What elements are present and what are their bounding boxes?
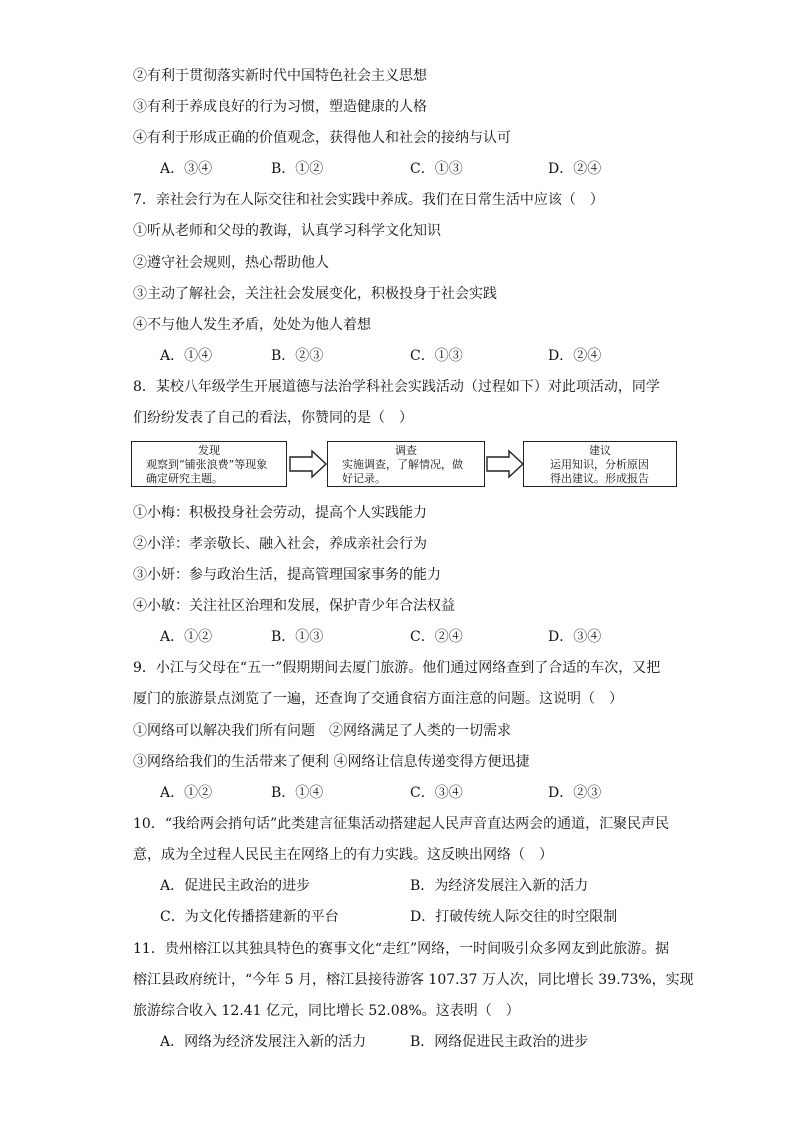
- flow-step-discover: [131, 441, 287, 487]
- flow-step-discover-line-1: 观察到“铺张浪费”等现象: [146, 458, 268, 471]
- q7-item-3: ③主动了解社会，关注社会发展变化，积极投身于社会实践: [133, 286, 497, 302]
- q7-option-d[interactable]: D．②④: [548, 348, 602, 364]
- q10-stem-line-2: 意，成为全过程人民民主在网络上的有力实践。这反映出网络（ ）: [133, 847, 553, 863]
- flow-step-investigate-title: 调查: [395, 444, 417, 457]
- q7-option-b[interactable]: B．②③: [271, 348, 324, 364]
- q11-option-b[interactable]: B．网络促进民主政治的进步: [410, 1034, 589, 1050]
- flow-step-suggest-title: 建议: [589, 444, 611, 457]
- q11-options: [160, 1032, 680, 1052]
- q11-option-a[interactable]: A．网络为经济发展注入新的活力: [160, 1034, 367, 1050]
- flow-step-investigate: [327, 441, 485, 487]
- q6-option-b[interactable]: B．①②: [271, 161, 324, 177]
- q9-items-1-2: ①网络可以解决我们所有问题 ②网络满足了人类的一切需求: [133, 723, 511, 739]
- q9-option-c[interactable]: C．③④: [410, 785, 463, 801]
- q8-stem-line-2: 们纷纷发表了自己的看法，你赞同的是（ ）: [133, 410, 413, 426]
- q9-option-d[interactable]: D．②③: [548, 785, 602, 801]
- q10-options-row-1: [160, 876, 680, 896]
- flow-arrow-right-icon: [485, 449, 525, 479]
- q8-item-1: ①小梅：积极投身社会劳动，提高个人实践能力: [133, 505, 427, 521]
- q8-option-a[interactable]: A．①②: [160, 629, 213, 645]
- q10-option-d[interactable]: D．打破传统人际交往的时空限制: [410, 909, 618, 925]
- q11-stem-line-1: 11．贵州榕江以其独具特色的赛事文化“走红”网络，一时间吸引众多网友到此旅游。据: [133, 941, 670, 957]
- q10-option-a[interactable]: A．促进民主政治的进步: [160, 878, 311, 894]
- q6-option-a[interactable]: A．③④: [160, 161, 213, 177]
- flow-step-investigate-line-2: 好记录。: [342, 472, 386, 485]
- q9-items-3-4: ③网络给我们的生活带来了便利 ④网络让信息传递变得方便迅捷: [133, 754, 530, 770]
- q7-option-a[interactable]: A．①④: [160, 348, 213, 364]
- flow-step-suggest-line-1: 运用知识，分析原因: [550, 458, 649, 471]
- q7-item-1: ①听从老师和父母的教诲，认真学习科学文化知识: [133, 223, 441, 239]
- q10-option-b[interactable]: B．为经济发展注入新的活力: [410, 878, 589, 894]
- q9-options: [160, 783, 680, 803]
- q9-option-b[interactable]: B．①④: [271, 785, 324, 801]
- q7-option-c[interactable]: C．①③: [410, 348, 463, 364]
- q10-option-c[interactable]: C．为文化传播搭建新的平台: [160, 909, 339, 925]
- q6-options: [160, 159, 680, 179]
- q11-stem-line-2: 榕江县政府统计，“今年 5 月，榕江县接待游客 107.37 万人次，同比增长 39.73%，实现: [133, 972, 694, 988]
- q8-item-4: ④小敏：关注社区治理和发展，保护青少年合法权益: [133, 598, 455, 614]
- flow-step-suggest: [523, 441, 677, 487]
- q8-item-2: ②小洋：孝亲敬长、融入社会，养成亲社会行为: [133, 536, 427, 552]
- q6-option-c[interactable]: C．①③: [410, 161, 463, 177]
- q6-item-2: ②有利于贯彻落实新时代中国特色社会主义思想: [133, 68, 427, 84]
- q8-options: [160, 627, 680, 647]
- activity-flow-diagram: [131, 441, 677, 489]
- q6-option-d[interactable]: D．②④: [548, 161, 602, 177]
- q11-stem-line-3: 旅游综合收入 12.41 亿元，同比增长 52.08%。这表明（ ）: [133, 1003, 520, 1019]
- q6-item-3: ③有利于养成良好的行为习惯，塑造健康的人格: [133, 99, 427, 115]
- q7-item-2: ②遵守社会规则，热心帮助他人: [133, 255, 329, 271]
- flow-step-investigate-line-1: 实施调查，了解情况，做: [342, 458, 463, 471]
- q10-options-row-2: [160, 907, 680, 927]
- q9-stem-line-1: 9．小江与父母在“五一”假期期间去厦门旅游。他们通过网络查到了合适的车次，又把: [133, 660, 661, 676]
- q8-stem-line-1: 8．某校八年级学生开展道德与法治学科社会实践活动（过程如下）对此项活动，同学: [133, 379, 660, 395]
- flow-step-discover-line-2: 确定研究主题。: [146, 472, 223, 485]
- flow-arrow-right-icon: [288, 449, 328, 479]
- q8-option-c[interactable]: C．②④: [410, 629, 463, 645]
- q7-stem: 7．亲社会行为在人际交往和社会实践中养成。我们在日常生活中应该（ ）: [133, 192, 604, 208]
- flow-step-suggest-line-2: 得出建议。形成报告: [550, 472, 649, 485]
- q9-stem-line-2: 厦门的旅游景点浏览了一遍，还查询了交通食宿方面注意的问题。这说明（ ）: [133, 691, 623, 707]
- q8-option-b[interactable]: B．①③: [271, 629, 324, 645]
- q6-item-4: ④有利于形成正确的价值观念，获得他人和社会的接纳与认可: [133, 130, 511, 146]
- q10-stem-line-1: 10．“我给两会捎句话”此类建言征集活动搭建起人民声音直达两会的通道，汇聚民声民: [133, 816, 670, 832]
- q8-option-d[interactable]: D．③④: [548, 629, 602, 645]
- q7-item-4: ④不与他人发生矛盾，处处为他人着想: [133, 317, 371, 333]
- q9-option-a[interactable]: A．①②: [160, 785, 213, 801]
- flow-step-discover-title: 发现: [198, 444, 220, 457]
- q8-item-3: ③小妍：参与政治生活，提高管理国家事务的能力: [133, 567, 441, 583]
- q7-options: [160, 346, 680, 366]
